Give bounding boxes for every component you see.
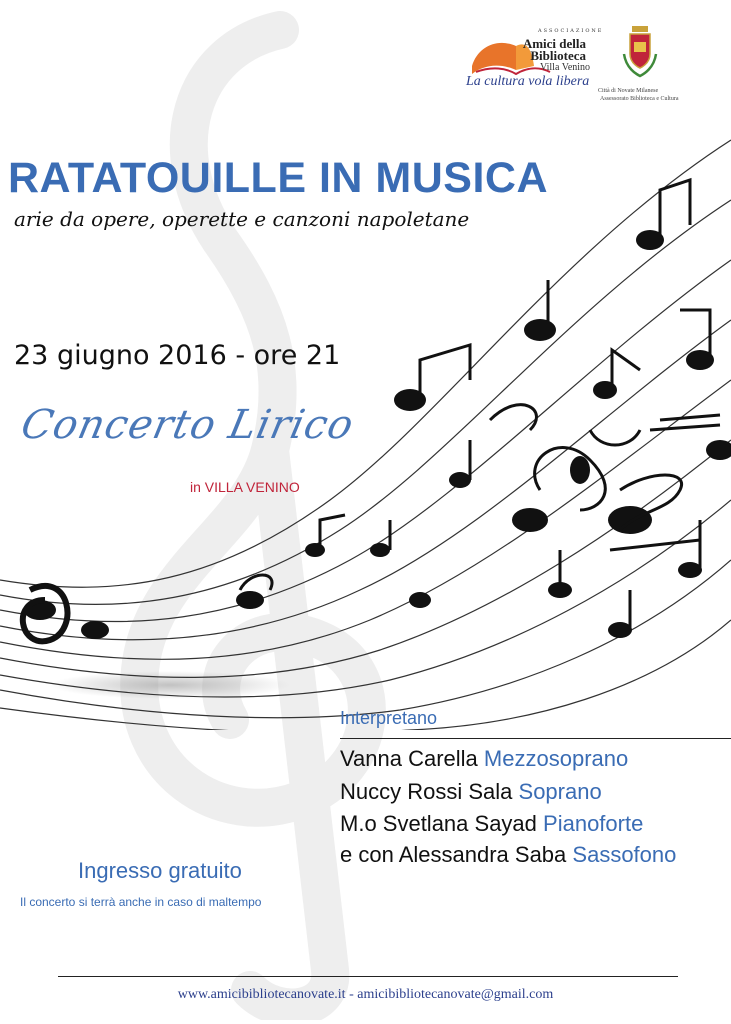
- performer-name: e con Alessandra Saba: [340, 842, 567, 867]
- performer-role: Sassofono: [572, 842, 677, 867]
- weather-note: Il concerto si terrà anche in caso di maltempo: [20, 895, 262, 909]
- association-name-line1: Amici della: [522, 36, 586, 51]
- association-name-line2: Biblioteca: [530, 48, 586, 63]
- performers-divider: [340, 738, 731, 739]
- footer-divider: [58, 976, 678, 977]
- concert-name: Concerto Lirico: [17, 402, 359, 448]
- city-name: Città di Novate Milanese: [598, 88, 659, 94]
- performer-row: [340, 779, 602, 805]
- free-entry-label: Ingresso gratuito: [78, 858, 242, 883]
- performer-row: [340, 811, 643, 837]
- performer-name: M.o Svetlana Sayad: [340, 811, 537, 836]
- performer-row: [340, 746, 628, 772]
- footer-contacts[interactable]: www.amicibibliotecanovate.it - amicibibliotecanovate@gmail.com: [177, 987, 554, 1002]
- performer-row: [340, 842, 676, 868]
- performers-heading: Interpretano: [340, 708, 438, 728]
- event-venue: in VILLA VENINO: [190, 479, 300, 495]
- event-title: RATATOUILLE IN MUSICA: [8, 154, 549, 202]
- association-kicker: ASSOCIAZIONE: [538, 28, 604, 34]
- event-date: 23 giugno 2016 - ore 21: [14, 340, 341, 371]
- association-name: [516, 38, 586, 62]
- performer-name: Vanna Carella: [340, 746, 478, 771]
- performer-role: Pianoforte: [543, 811, 644, 836]
- event-subtitle: arie da opere, operette e canzoni napoletane: [14, 207, 470, 231]
- performer-name: Nuccy Rossi Sala: [340, 779, 513, 804]
- city-coat-of-arms-icon: [620, 24, 660, 84]
- performer-role: Mezzosoprano: [483, 746, 629, 771]
- performer-role: Soprano: [518, 779, 602, 804]
- association-motto: La cultura vola libera: [466, 74, 590, 89]
- association-villa: Villa Venino: [540, 62, 591, 73]
- city-department: Assessorato Biblioteca e Cultura: [600, 96, 679, 102]
